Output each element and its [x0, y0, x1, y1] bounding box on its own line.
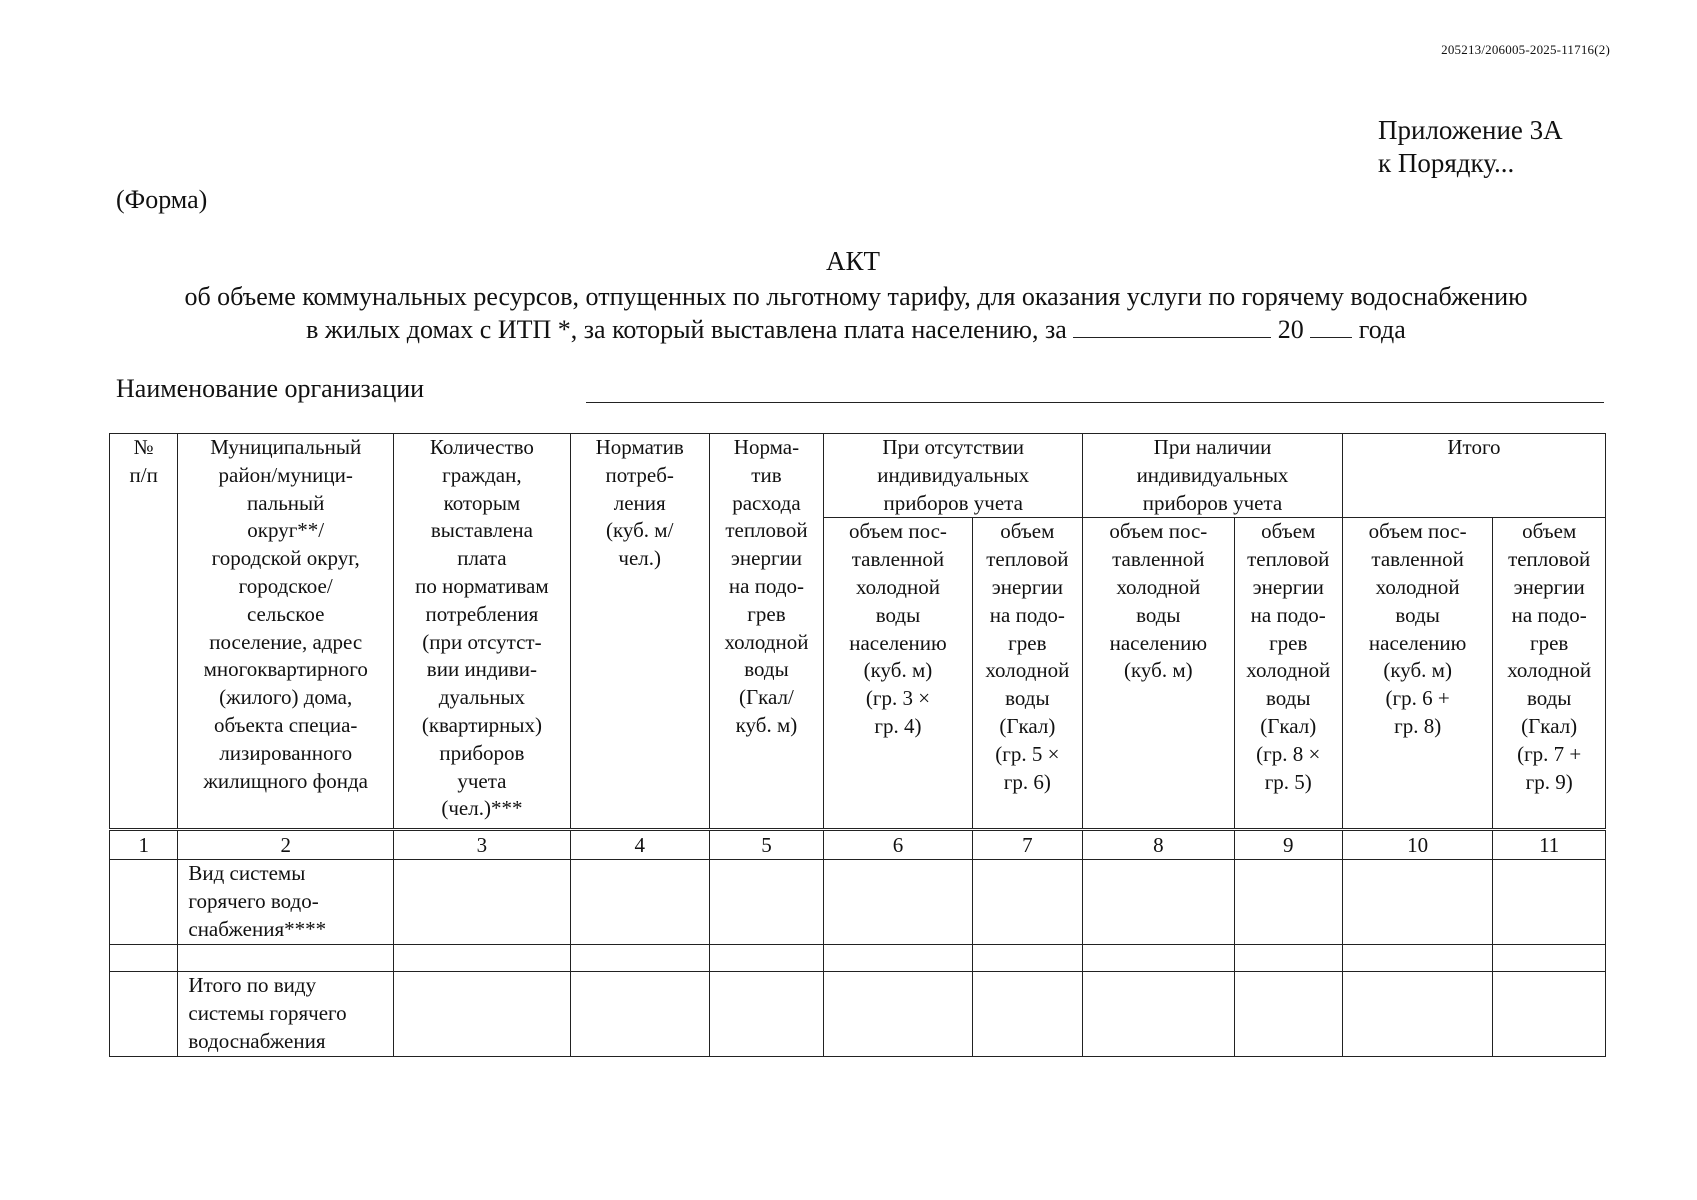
table-cell[interactable]	[1083, 945, 1234, 972]
organization-blank-field[interactable]	[586, 402, 1604, 403]
period-blank-field[interactable]	[1073, 315, 1271, 338]
year-prefix: 20	[1277, 315, 1304, 344]
table-cell[interactable]	[1493, 945, 1606, 972]
header-municipality-address: Муниципальный район/муници- пальный округ**/ городской округ, городское/ сельское поселение, адрес многоквартирного (жилого) дома, объекта специа- лизированного жилищного фонда	[178, 434, 394, 830]
header-cold-water-volume-with-meters: объем пос- тавленной холодной воды населению (куб. м)	[1083, 518, 1234, 830]
table-cell[interactable]	[110, 972, 178, 1057]
act-title: АКТ	[826, 246, 880, 276]
form-label: (Форма)	[116, 185, 208, 214]
column-number: 7	[972, 830, 1082, 860]
header-citizens-count: Количество граждан, которым выставлена плата по нормативам потребления (при отсутст- вии индиви- дуальных (квартирных) приборов учета (чел.)***	[394, 434, 571, 830]
table-cell[interactable]	[110, 945, 178, 972]
appendix-line-2: к Порядку...	[1378, 148, 1515, 178]
table-cell[interactable]	[972, 972, 1082, 1057]
row-label-system-total: Итого по виду системы горячего водоснабжения	[178, 972, 394, 1057]
column-number: 4	[570, 830, 709, 860]
appendix-reference	[1378, 114, 1563, 180]
table-cell[interactable]	[1234, 972, 1342, 1057]
table-cell[interactable]	[824, 972, 972, 1057]
column-number: 9	[1234, 830, 1342, 860]
table-cell[interactable]	[570, 860, 709, 945]
table-cell[interactable]	[394, 972, 571, 1057]
table-cell[interactable]	[824, 860, 972, 945]
table-cell[interactable]	[394, 945, 571, 972]
table-cell[interactable]	[1493, 860, 1606, 945]
header-group-without-meters: При отсутствии индивидуальных приборов учета	[824, 434, 1083, 518]
act-subtitle	[116, 280, 1596, 346]
column-numbers-row	[110, 830, 1606, 860]
column-number: 6	[824, 830, 972, 860]
column-number: 5	[709, 830, 824, 860]
table-cell[interactable]	[178, 945, 394, 972]
table-header-row	[110, 434, 1606, 518]
column-number: 1	[110, 830, 178, 860]
column-number: 3	[394, 830, 571, 860]
table-cell[interactable]	[110, 860, 178, 945]
table-cell[interactable]	[1342, 945, 1492, 972]
table-cell[interactable]	[570, 972, 709, 1057]
table-row	[110, 972, 1606, 1057]
organization-label: Наименование организации	[116, 374, 425, 403]
table-cell[interactable]	[1083, 972, 1234, 1057]
column-number: 8	[1083, 830, 1234, 860]
act-subtitle-line-2	[116, 313, 1596, 346]
header-cold-water-volume-no-meters: объем пос- тавленной холодной воды населению (куб. м) (гр. 3 × гр. 4)	[824, 518, 972, 830]
header-heat-norm: Норма- тив расхода тепловой энергии на подо- грев холодной воды (Гкал/ куб. м)	[709, 434, 824, 830]
header-number: № п/п	[110, 434, 178, 830]
column-number: 2	[178, 830, 394, 860]
document-registration-number: 205213/206005-2025-11716(2)	[1441, 42, 1610, 57]
table-cell[interactable]	[972, 860, 1082, 945]
year-blank-field[interactable]	[1310, 315, 1352, 338]
table-cell[interactable]	[709, 945, 824, 972]
table-cell[interactable]	[1493, 972, 1606, 1057]
row-label-system-type: Вид системы горячего водо- снабжения****	[178, 860, 394, 945]
column-number: 11	[1493, 830, 1606, 860]
column-number: 10	[1342, 830, 1492, 860]
table-cell[interactable]	[824, 945, 972, 972]
header-consumption-norm: Норматив потреб- ления (куб. м/ чел.)	[570, 434, 709, 830]
table-cell[interactable]	[1234, 860, 1342, 945]
header-group-total: Итого	[1342, 434, 1605, 518]
act-table	[109, 433, 1606, 1057]
table-row	[110, 945, 1606, 972]
table-cell[interactable]	[709, 972, 824, 1057]
header-group-with-meters: При наличии индивидуальных приборов учета	[1083, 434, 1343, 518]
header-heat-volume-with-meters: объем тепловой энергии на подо- грев холодной воды (Гкал) (гр. 8 × гр. 5)	[1234, 518, 1342, 830]
act-subtitle-period-text: в жилых домах с ИТП *, за который выставлена плата населению, за	[306, 315, 1067, 344]
table-row	[110, 860, 1606, 945]
header-heat-volume-total: объем тепловой энергии на подо- грев холодной воды (Гкал) (гр. 7 + гр. 9)	[1493, 518, 1606, 830]
table-cell[interactable]	[1234, 945, 1342, 972]
table-cell[interactable]	[1342, 972, 1492, 1057]
header-heat-volume-no-meters: объем тепловой энергии на подо- грев холодной воды (Гкал) (гр. 5 × гр. 6)	[972, 518, 1082, 830]
table-cell[interactable]	[1342, 860, 1492, 945]
act-subtitle-line-1: об объеме коммунальных ресурсов, отпущенных по льготному тарифу, для оказания услуги по горячему водоснабжению	[184, 282, 1528, 311]
year-suffix: года	[1358, 315, 1406, 344]
table-cell[interactable]	[972, 945, 1082, 972]
appendix-line-1: Приложение 3А	[1378, 115, 1563, 145]
table-cell[interactable]	[709, 860, 824, 945]
table-cell[interactable]	[570, 945, 709, 972]
header-cold-water-volume-total: объем пос- тавленной холодной воды населению (куб. м) (гр. 6 + гр. 8)	[1342, 518, 1492, 830]
table-cell[interactable]	[394, 860, 571, 945]
table-cell[interactable]	[1083, 860, 1234, 945]
